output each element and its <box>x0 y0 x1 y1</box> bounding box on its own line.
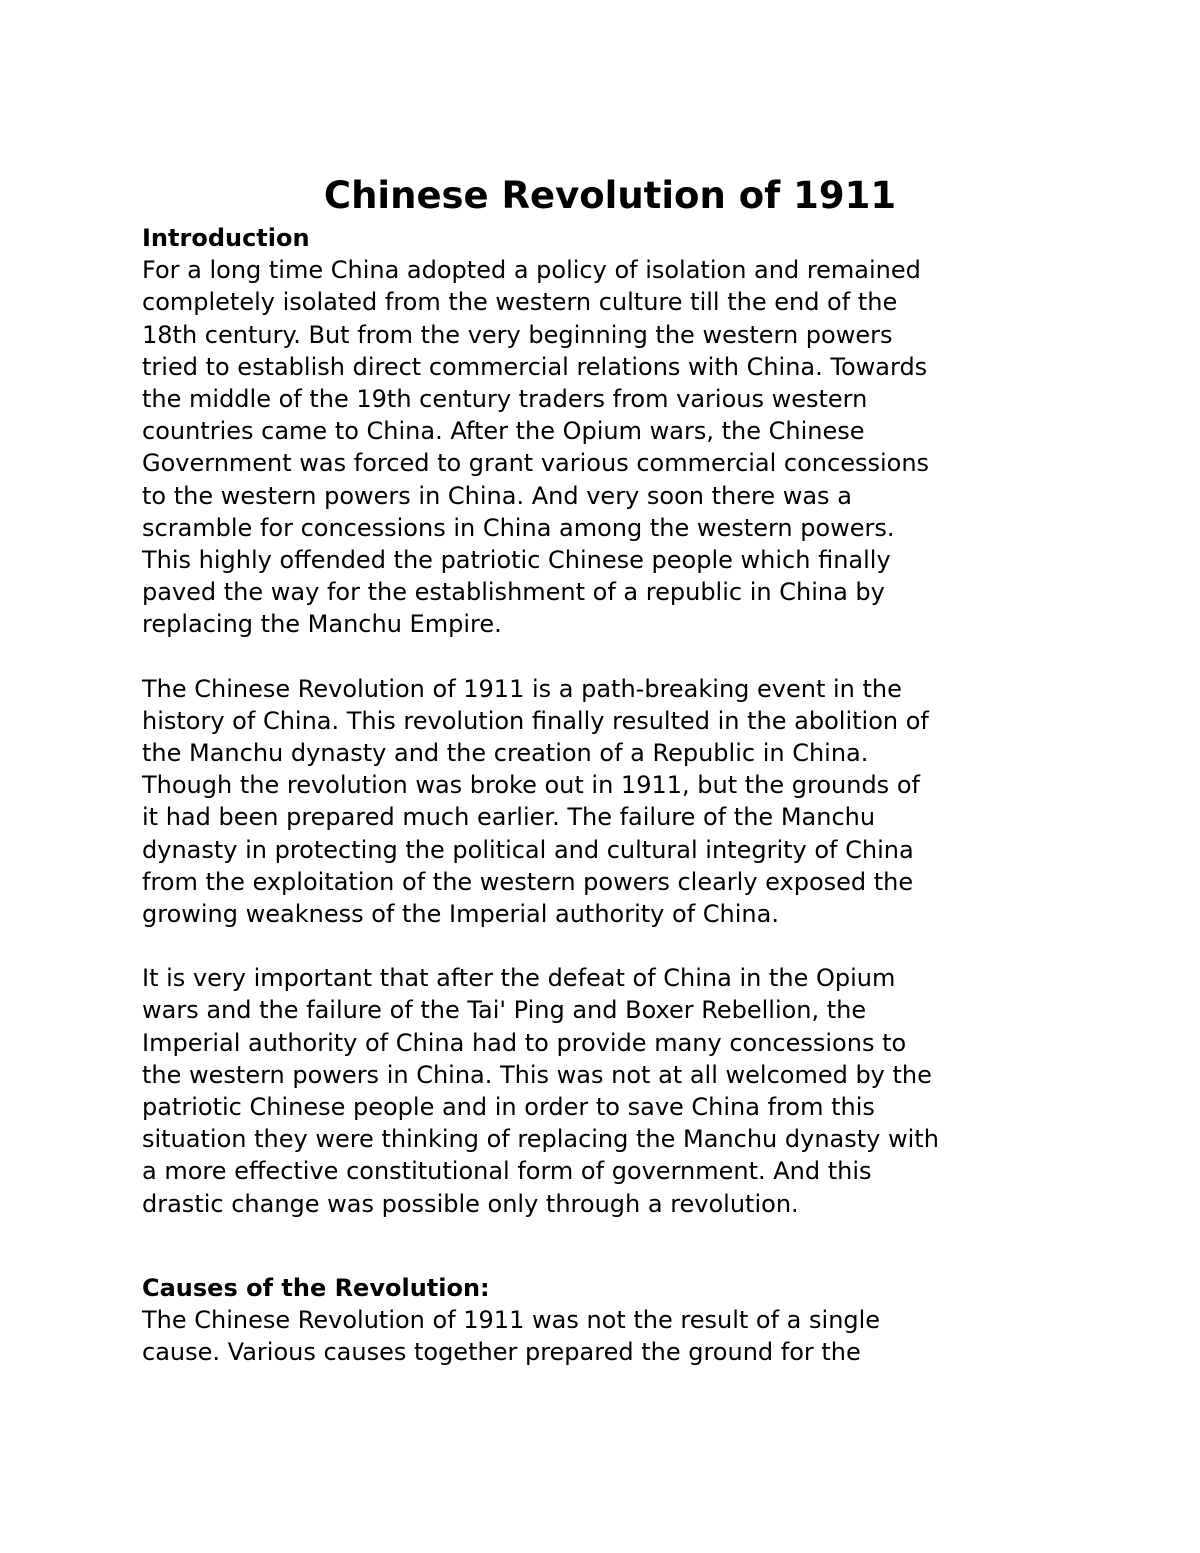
text-line: paved the way for the establishment of a republic in China by <box>142 578 885 607</box>
text-line: wars and the failure of the Tai' Ping and Boxer Rebellion, the <box>142 996 867 1025</box>
text-line: the western powers in China. This was not at all welcomed by the <box>142 1060 932 1089</box>
introduction-paragraph-1 <box>142 254 1072 640</box>
causes-paragraph <box>142 1304 1072 1368</box>
text-line: from the exploitation of the western powers clearly exposed the <box>142 867 914 896</box>
introduction-heading: Introduction <box>142 224 310 252</box>
text-line: patriotic Chinese people and in order to save China from this <box>142 1093 875 1122</box>
text-line: the middle of the 19th century traders from various western <box>142 385 868 414</box>
text-line: situation they were thinking of replacing the Manchu dynasty with <box>142 1125 939 1154</box>
text-line: a more effective constitutional form of government. And this <box>142 1157 872 1186</box>
text-line: the Manchu dynasty and the creation of a Republic in China. <box>142 739 869 768</box>
text-line: Government was forced to grant various commercial concessions <box>142 449 930 478</box>
text-line: drastic change was possible only through a revolution. <box>142 1189 799 1218</box>
introduction-paragraph-2 <box>142 673 1072 931</box>
text-line: scramble for concessions in China among the western powers. <box>142 513 895 542</box>
text-line: to the western powers in China. And very soon there was a <box>142 481 852 510</box>
causes-heading: Causes of the Revolution: <box>142 1273 490 1302</box>
text-line: Though the revolution was broke out in 1911, but the grounds of <box>142 771 920 800</box>
text-line: history of China. This revolution finally resulted in the abolition of <box>142 706 929 735</box>
text-line: countries came to China. After the Opium wars, the Chinese <box>142 417 865 446</box>
text-line: Imperial authority of China had to provide many concessions to <box>142 1028 907 1057</box>
text-line: dynasty in protecting the political and cultural integrity of China <box>142 835 914 864</box>
text-line: The Chinese Revolution of 1911 was not the result of a single <box>142 1306 881 1335</box>
text-line: completely isolated from the western culture till the end of the <box>142 288 898 317</box>
text-line: It is very important that after the defeat of China in the Opium <box>142 964 896 993</box>
text-line: replacing the Manchu Empire. <box>142 610 502 639</box>
text-line: For a long time China adopted a policy of isolation and remained <box>142 256 921 285</box>
text-line: 18th century. But from the very beginning the western powers <box>142 320 893 349</box>
document-body <box>142 170 1072 1369</box>
text-line: This highly offended the patriotic Chinese people which finally <box>142 546 891 575</box>
text-line: it had been prepared much earlier. The failure of the Manchu <box>142 803 876 832</box>
text-line: tried to establish direct commercial relations with China. Towards <box>142 352 928 381</box>
text-line: The Chinese Revolution of 1911 is a path-breaking event in the <box>142 674 902 703</box>
introduction-paragraph-3 <box>142 962 1072 1220</box>
text-line: growing weakness of the Imperial authority of China. <box>142 900 779 929</box>
text-line: cause. Various causes together prepared the ground for the <box>142 1338 861 1367</box>
document-title: Chinese Revolution of 1911 <box>323 174 897 217</box>
